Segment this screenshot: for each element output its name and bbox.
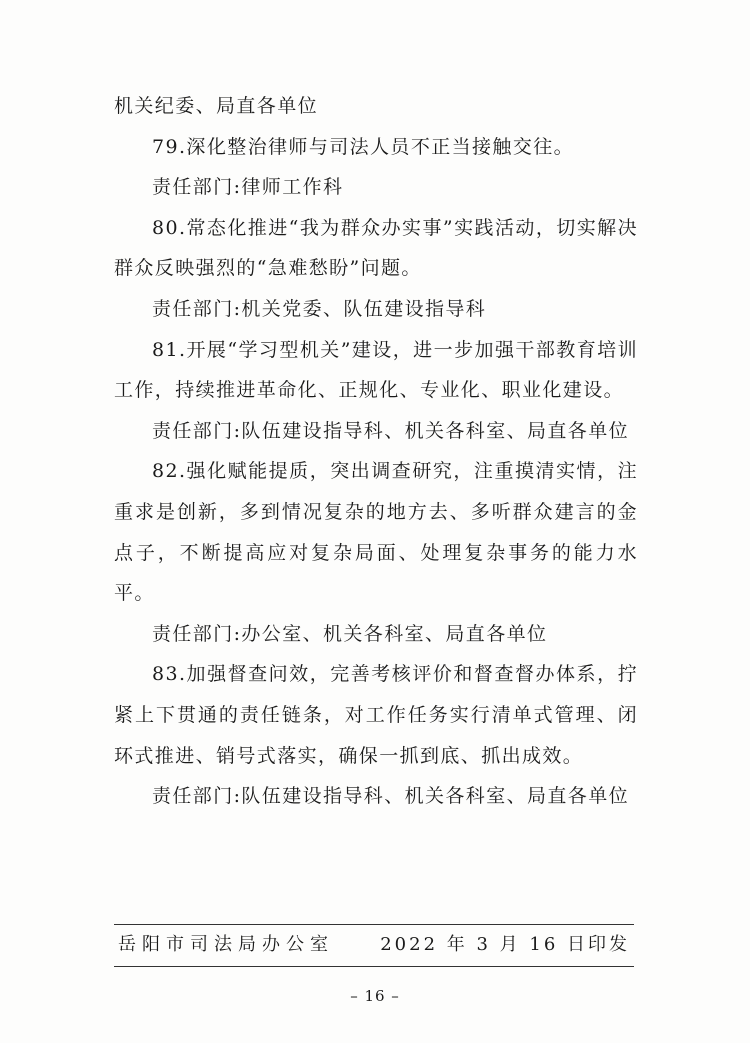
footer-bottom-rule — [114, 966, 634, 967]
paragraph: 83.加强督查问效，完善考核评价和督查督办体系，拧紧上下贯通的责任链条，对工作任务实行清单式管理、闭环式推进、销号式落实，确保一抓到底、抓出成效。 — [114, 663, 638, 767]
paragraph: 责任部门:办公室、机关各科室、局直各单位 — [152, 622, 548, 645]
footer-issuer: 岳阳市司法局办公室 — [118, 934, 334, 955]
page-number: – 16 – — [350, 987, 400, 1005]
footer-print-date: 2022 年 3 月 16 日印发 — [380, 934, 630, 955]
paragraph: 82.强化赋能提质，突出调查研究，注重摸清实情，注重求是创新，多到情况复杂的地方去、多听群众建言的金点子，不断提高应对复杂局面、处理复杂事务的能力水平。 — [114, 460, 638, 605]
paragraph: 责任部门:队伍建设指导科、机关各科室、局直各单位 — [152, 419, 630, 442]
paragraph: 机关纪委、局直各单位 — [114, 95, 319, 117]
paragraph: 81.开展“学习型机关”建设，进一步加强干部教育培训工作，持续推进革命化、正规化、专业化、职业化建设。 — [114, 338, 638, 402]
footer-top-rule — [114, 924, 634, 925]
paragraph: 责任部门:机关党委、队伍建设指导科 — [152, 297, 487, 320]
paragraph: 责任部门:队伍建设指导科、机关各科室、局直各单位 — [152, 785, 630, 808]
paragraph: 79.深化整治律师与司法人员不正当接触交往。 — [152, 135, 575, 158]
document-body — [114, 86, 638, 817]
paragraph: 80.常态化推进“我为群众办实事”实践活动，切实解决群众反映强烈的“急难愁盼”问题。 — [114, 216, 638, 280]
paragraph: 责任部门:律师工作科 — [152, 176, 344, 199]
